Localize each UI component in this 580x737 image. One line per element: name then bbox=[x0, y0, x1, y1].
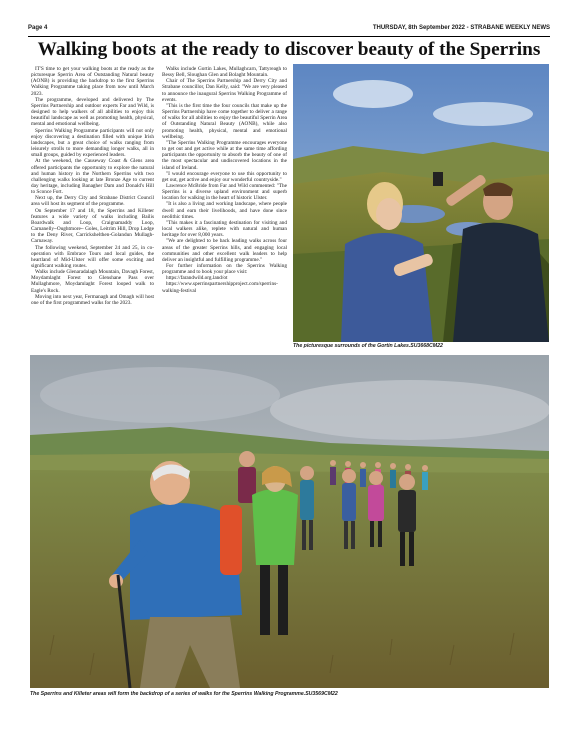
article-paragraph: https://www.sperrinspartnershipproject.com/sperrins-walking-festival bbox=[162, 281, 278, 294]
article-paragraph: "This is the first time the four councils that make up the Sperrins Partnership have come together to deliver a range of walks for all abilities to enjoy the beautiful Sperrin Area of Outstanding Natural Beauty (AONB), while also promoting health, physical, mental and emotional wellbeing. bbox=[162, 102, 287, 140]
article-paragraph: "I would encourage everyone to use this opportunity to get out, get active and enjoy our wonderful countryside." bbox=[162, 170, 287, 183]
article-column-1 bbox=[31, 66, 154, 348]
article-paragraph: On September 17 and 18, the Sperrins and Killeter features a wide variety of walks including Bailis Boardwalk and Loop, Craignamaddy Loop, Carnanelly~Oughtmore~ Goles, Leitrim Hill, Drop Lodge to the Deny River, Carrickshelthen-Golandun Mullagh-Carnaway. bbox=[31, 207, 154, 245]
article-paragraph: For further information on the Sperrins Walking programme and to book your place visit: bbox=[162, 263, 287, 276]
top-photo-caption: The picturesque surrounds of the Gortin Lakes.SU3668CM22 bbox=[293, 343, 443, 349]
article-paragraph: At the weekend, the Causeway Coast & Glens area offered participants the opportunity to explore the natural and human history in the Northern Sperrins with two challenging walks looking at late Bronze Age to current day heritage, including Banagher Dam and Donald's Hill to Sconce Fort. bbox=[31, 158, 154, 196]
article-paragraph: Chair of The Sperrins Partnership and Derry City and Strabane councillor, Dan Kelly, said: "We are very pleased to announce the inaugural Sperrins Walking Programme of events. bbox=[162, 78, 287, 103]
article-paragraph: Walks include Gortin Lakes, Mullaghcarn, Tattyreagh to Bessy Bell, Sloughan Glen and Bolaght Mountain. bbox=[162, 66, 287, 79]
article-paragraph: The following weekend, September 24 and 25, in co-operation with Embrace Tours and local guides, the heartland of Mid-Ulster will offer some exciting and significant walking routes. bbox=[31, 244, 154, 269]
gortin-lakes-photo bbox=[293, 64, 549, 342]
article-paragraph: IT'S time to get your walking boots at the ready as the picturesque Sperrin Area of Outstanding Natural beauty (AONB) is providing the backdrop to the first Sperrins Walking Programme taking place from now until March 2023. bbox=[31, 66, 154, 97]
bottom-photo-caption: The Sperrins and Killeter areas will form the backdrop of a series of walks for the Sperrins Walking Programme.SU3569CM22 bbox=[30, 691, 338, 697]
page-number: Page 4 bbox=[28, 25, 48, 31]
article-paragraph: Lawrence McBride from Far and Wild commented: "The Sperrins is a diverse upland environment and superb location for walking in the heart of historic Ulster. bbox=[162, 182, 287, 202]
article-paragraph: "This makes it a fascinating destination for visiting and local walkers alike, replete with natural and human heritage for over 8,000 years. bbox=[162, 219, 287, 239]
issue-date: THURSDAY, 8th September 2022 - STRABANE WEEKLY NEWS bbox=[372, 25, 550, 31]
page-header bbox=[28, 24, 550, 37]
article-paragraph: Walks include Glenaradalagh Mountain, Davagh Forest, Moydamlaght Forest to Glenshane Pass over Mullaghmore, Moydamlaght Forest looped walk to Eagle's Rock. bbox=[31, 269, 154, 294]
article-paragraph: "The Sperrins Walking Programme encourages everyone to get out and get active while at the same time affording participants the opportunity to absorb the beauty of one of the most spectacular and undiscovered locations in the island of Ireland. bbox=[162, 139, 287, 171]
article-paragraph: "It is also a living and working landscape, where people dwell and earn their livelihoods, and have done since neolithic times. bbox=[162, 201, 287, 220]
walkers-group-photo bbox=[30, 355, 549, 688]
article-paragraph: Next up, the Derry City and Strabane District Council area will host its segment of the programme. bbox=[31, 195, 154, 208]
article-headline: Walking boots at the ready to discover beauty of the Sperrins bbox=[37, 39, 541, 60]
article-paragraph: Moving into next year, Fermanagh and Omagh will host one of the first programmed walks for the 2023. bbox=[31, 293, 154, 306]
article-paragraph: "We are delighted to be back leading walks across four areas of the greater Sperrins hills, and engaging local communities and other excellent walk leaders to help deliver an insightful and fulfilling programme." bbox=[162, 238, 287, 263]
article-column-2 bbox=[162, 66, 287, 348]
article-paragraph: https://farandwild.org.land/ot bbox=[166, 275, 228, 282]
article-paragraph: Sperrins Walking Programme participants will not only enjoy discovering a destination filled with unique Irish landscapes, but a great choice of walks ranging from leisurely strolls to more demanding longer walks, all in small groups, guided by experienced leaders. bbox=[31, 127, 154, 159]
article-paragraph: The programme, developed and delivered by The Sperrins Partnership and outdoor experts Far and Wild, is designed to help walkers of all abilities to enjoy this beautiful landscape as well as promoting health, physical, mental and emotional wellbeing. bbox=[31, 96, 154, 128]
